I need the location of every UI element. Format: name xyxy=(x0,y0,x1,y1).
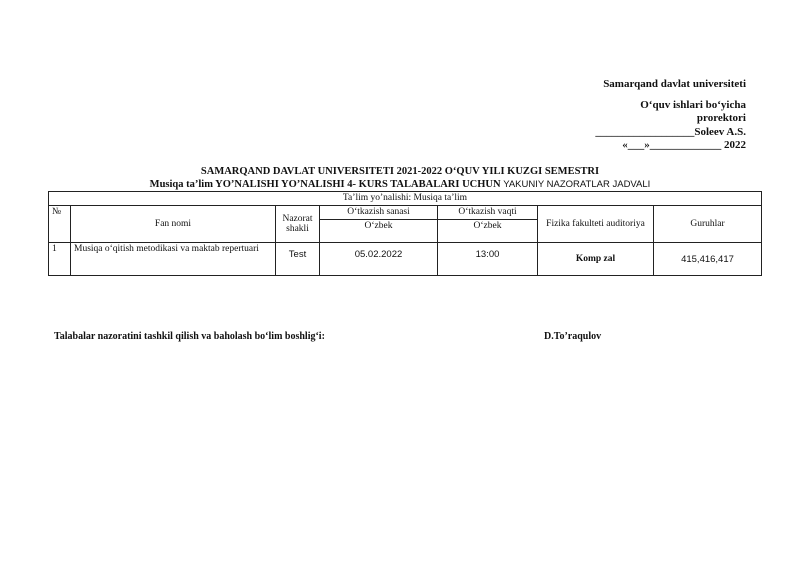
exam-table xyxy=(48,191,762,276)
title-line2 xyxy=(0,178,800,191)
approval-university: Samarqand davlat universiteti xyxy=(603,78,746,90)
header-lang-date: O‘zbek xyxy=(320,220,438,243)
header-time: O‘tkazish vaqti xyxy=(438,206,538,220)
approval-block xyxy=(595,78,746,153)
approval-signature: __________________Soleev A.S. xyxy=(595,125,746,138)
header-control-form: Nazorat shakli xyxy=(276,206,320,243)
header-row xyxy=(49,206,762,220)
header-num: № xyxy=(49,206,71,243)
header-room: Fizika fakulteti auditoriya xyxy=(538,206,654,243)
direction-cell: Ta’lim yo’nalishi: Musiqa ta’lim xyxy=(49,192,762,206)
footer-name: D.To’raqulov xyxy=(544,331,602,342)
title-line2-main: Musiqa ta’lim YO’NALISHI YO’NALISHI 4- KURS TALABALARI UCHUN xyxy=(149,179,501,190)
row-date: 05.02.2022 xyxy=(320,243,438,276)
row-groups: 415,416,417 xyxy=(654,243,762,276)
approval-date: «___»_____________ 2022 xyxy=(622,139,746,151)
header-groups: Guruhlar xyxy=(654,206,762,243)
header-subject: Fan nomi xyxy=(71,206,276,243)
header-lang-time: O‘zbek xyxy=(438,220,538,243)
header-date: O‘tkazish sanasi xyxy=(320,206,438,220)
row-time: 13:00 xyxy=(438,243,538,276)
row-subject: Musiqa o‘qitish metodikasi va maktab repertuari xyxy=(71,243,276,276)
title-line2-suffix: YAKUNIY NAZORATLAR JADVALI xyxy=(503,179,651,190)
table-row xyxy=(49,243,762,276)
row-form: Test xyxy=(276,243,320,276)
title-line1: SAMARQAND DAVLAT UNIVERSITETI 2021-2022 O‘QUV YILI KUZGI SEMESTRI xyxy=(200,166,600,177)
approval-line2: prorektori xyxy=(696,112,746,124)
document-title xyxy=(0,165,800,191)
direction-row xyxy=(49,192,762,206)
approval-line1: O‘quv ishlari bo‘yicha xyxy=(640,98,746,111)
footer-position: Talabalar nazoratini tashkil qilish va baholash bo‘lim boshlig‘i: xyxy=(54,331,325,342)
row-room: Komp zal xyxy=(538,243,654,276)
row-num: 1 xyxy=(49,243,71,276)
